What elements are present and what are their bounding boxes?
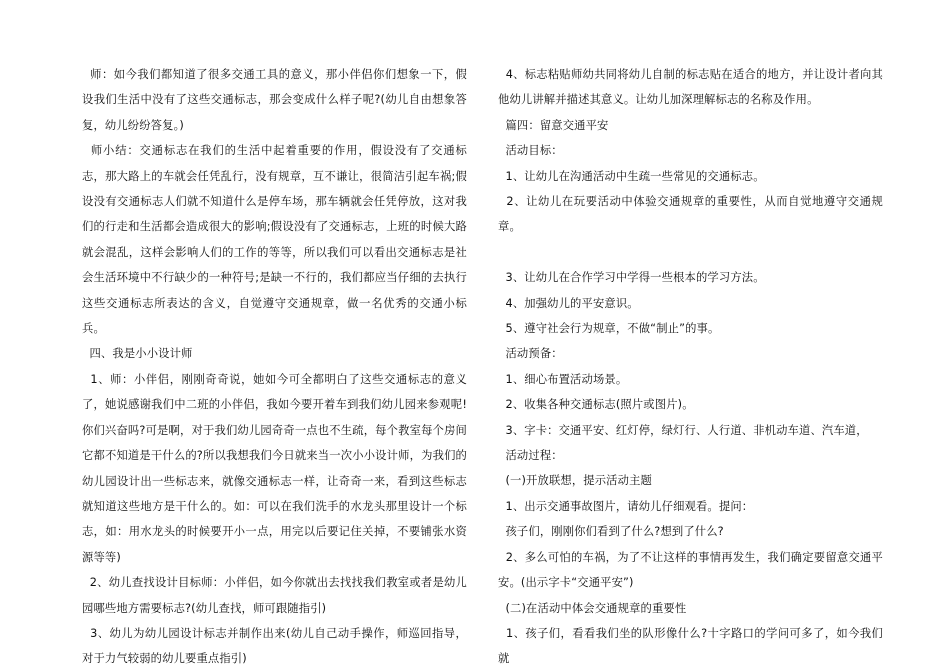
chapter-heading-traffic-safety: 篇四：留意交通平安	[498, 118, 609, 132]
goal-item-1: 1、让幼儿在沟通活动中生疏一些常见的交通标志。	[498, 169, 765, 183]
paragraph-step-3: 3、幼儿为幼儿园设计标志并制作出来(幼儿自己动手操作，师巡回指导，对于力气较弱的幼儿要重点指引)	[82, 626, 467, 666]
blank-line	[498, 240, 883, 265]
prep-item-3: 3、字卡：交通平安、红灯停，绿灯行、人行道、非机动车道、汽车道，	[498, 423, 868, 437]
paragraph-teacher-summary: 师小结：交通标志在我们的生活中起着重要的作用，假设没有了交通标志，那大路上的车就会任凭乱行，没有规章，互不谦让，很简洁引起车祸;假设没有交通标志人们就不知道什么是停车场，那车辆就会任凭停放，这对我们的行走和生活都会造成很大的影响;假设没有了交通标志，上班的时候大路就会混乱，这样会影响人们的工作的等等，所以我们可以看出交通标志是社会生活环境中不行缺少的一种符号;是缺一不行的，我们都应当仔细的去执行这些交通标志所表达的含义，自觉遵守交通规章，做一名优秀的交通小标兵。	[82, 144, 468, 336]
paragraph-teacher-question: 师：如今我们都知道了很多交通工具的意义，那小伴侣你们想象一下，假设我们生活中没有了这些交通标志，那会变成什么样子呢?(幼儿自由想象答复，幼儿纷纷答复。)	[82, 68, 467, 132]
goal-item-5: 5、遵守社会行为规章，不做“制止”的事。	[498, 322, 720, 336]
process-step-1: 1、出示交通事故图片，请幼儿仔细观看。提问：	[498, 499, 754, 513]
process-question: 孩子们，刚刚你们看到了什么?想到了什么?	[498, 525, 724, 539]
paragraph-step-2: 2、幼儿查找设计目标师：小伴侣，如今你就出去找找我们教室或者是幼儿园哪些地方需要标志?(幼儿查找，师可跟随指引)	[82, 576, 468, 615]
goal-item-4: 4、加强幼儿的平安意识。	[498, 296, 639, 310]
goal-item-2: 2、让幼儿在玩要活动中体验交通规章的重要性，从而自觉地遵守交通规章。	[498, 195, 883, 234]
process-section-2: (二)在活动中体会交通规章的重要性	[498, 601, 687, 615]
heading-activity-goals: 活动目标：	[498, 144, 563, 158]
left-column	[82, 62, 467, 672]
goal-item-3: 3、让幼儿在合作学习中学得一些根本的学习方法。	[498, 271, 765, 285]
process-section-1: (一)开放联想，提示活动主题	[498, 474, 652, 488]
process-step-2: 2、多么可怕的车祸，为了不让这样的事情再发生，我们确定要留意交通平安。(出示字卡“交通平安”)	[498, 550, 884, 590]
heading-activity-preparation: 活动预备：	[498, 347, 563, 361]
right-column	[498, 62, 883, 672]
process-step-2-1: 1、孩子们，看看我们坐的队形像什么?十字路口的学问可多了，如今我们就	[498, 626, 884, 666]
paragraph-step-4: 4、标志粘贴师幼共同将幼儿自制的标志贴在适合的地方，并让设计者向其他幼儿讲解并描述其意义。让幼儿加深理解标志的名称及作用。	[498, 68, 884, 107]
prep-item-2: 2、收集各种交通标志(照片或图片)。	[498, 398, 694, 412]
heading-activity-process: 活动过程：	[498, 449, 563, 463]
section-heading-designer: 四、我是小小设计师	[82, 347, 193, 361]
prep-item-1: 1、细心布置活动场景。	[498, 372, 628, 386]
paragraph-step-1: 1、师：小伴侣，刚刚奇奇说，她如今可全都明白了这些交通标志的意义了，她说感谢我们中二班的小伴侣，我如今要开着车到我们幼儿园来参观呢!你们兴奋吗?可是啊，对于我们幼儿园奇奇一点也不生疏，每个教室每个房间它都不知道是干什么的?所以我想我们今日就来当一次小小设计师，为我们的幼儿园设计出一些标志来，就像交通标志一样，让奇奇一来，看到这些标志就知道这些地方是干什么的。如：可以在我们洗手的水龙头那里设计一个标志，如：用水龙头的时候要开小一点，用完以后要记住关掉，不要铺张水资源等等)	[82, 372, 467, 564]
